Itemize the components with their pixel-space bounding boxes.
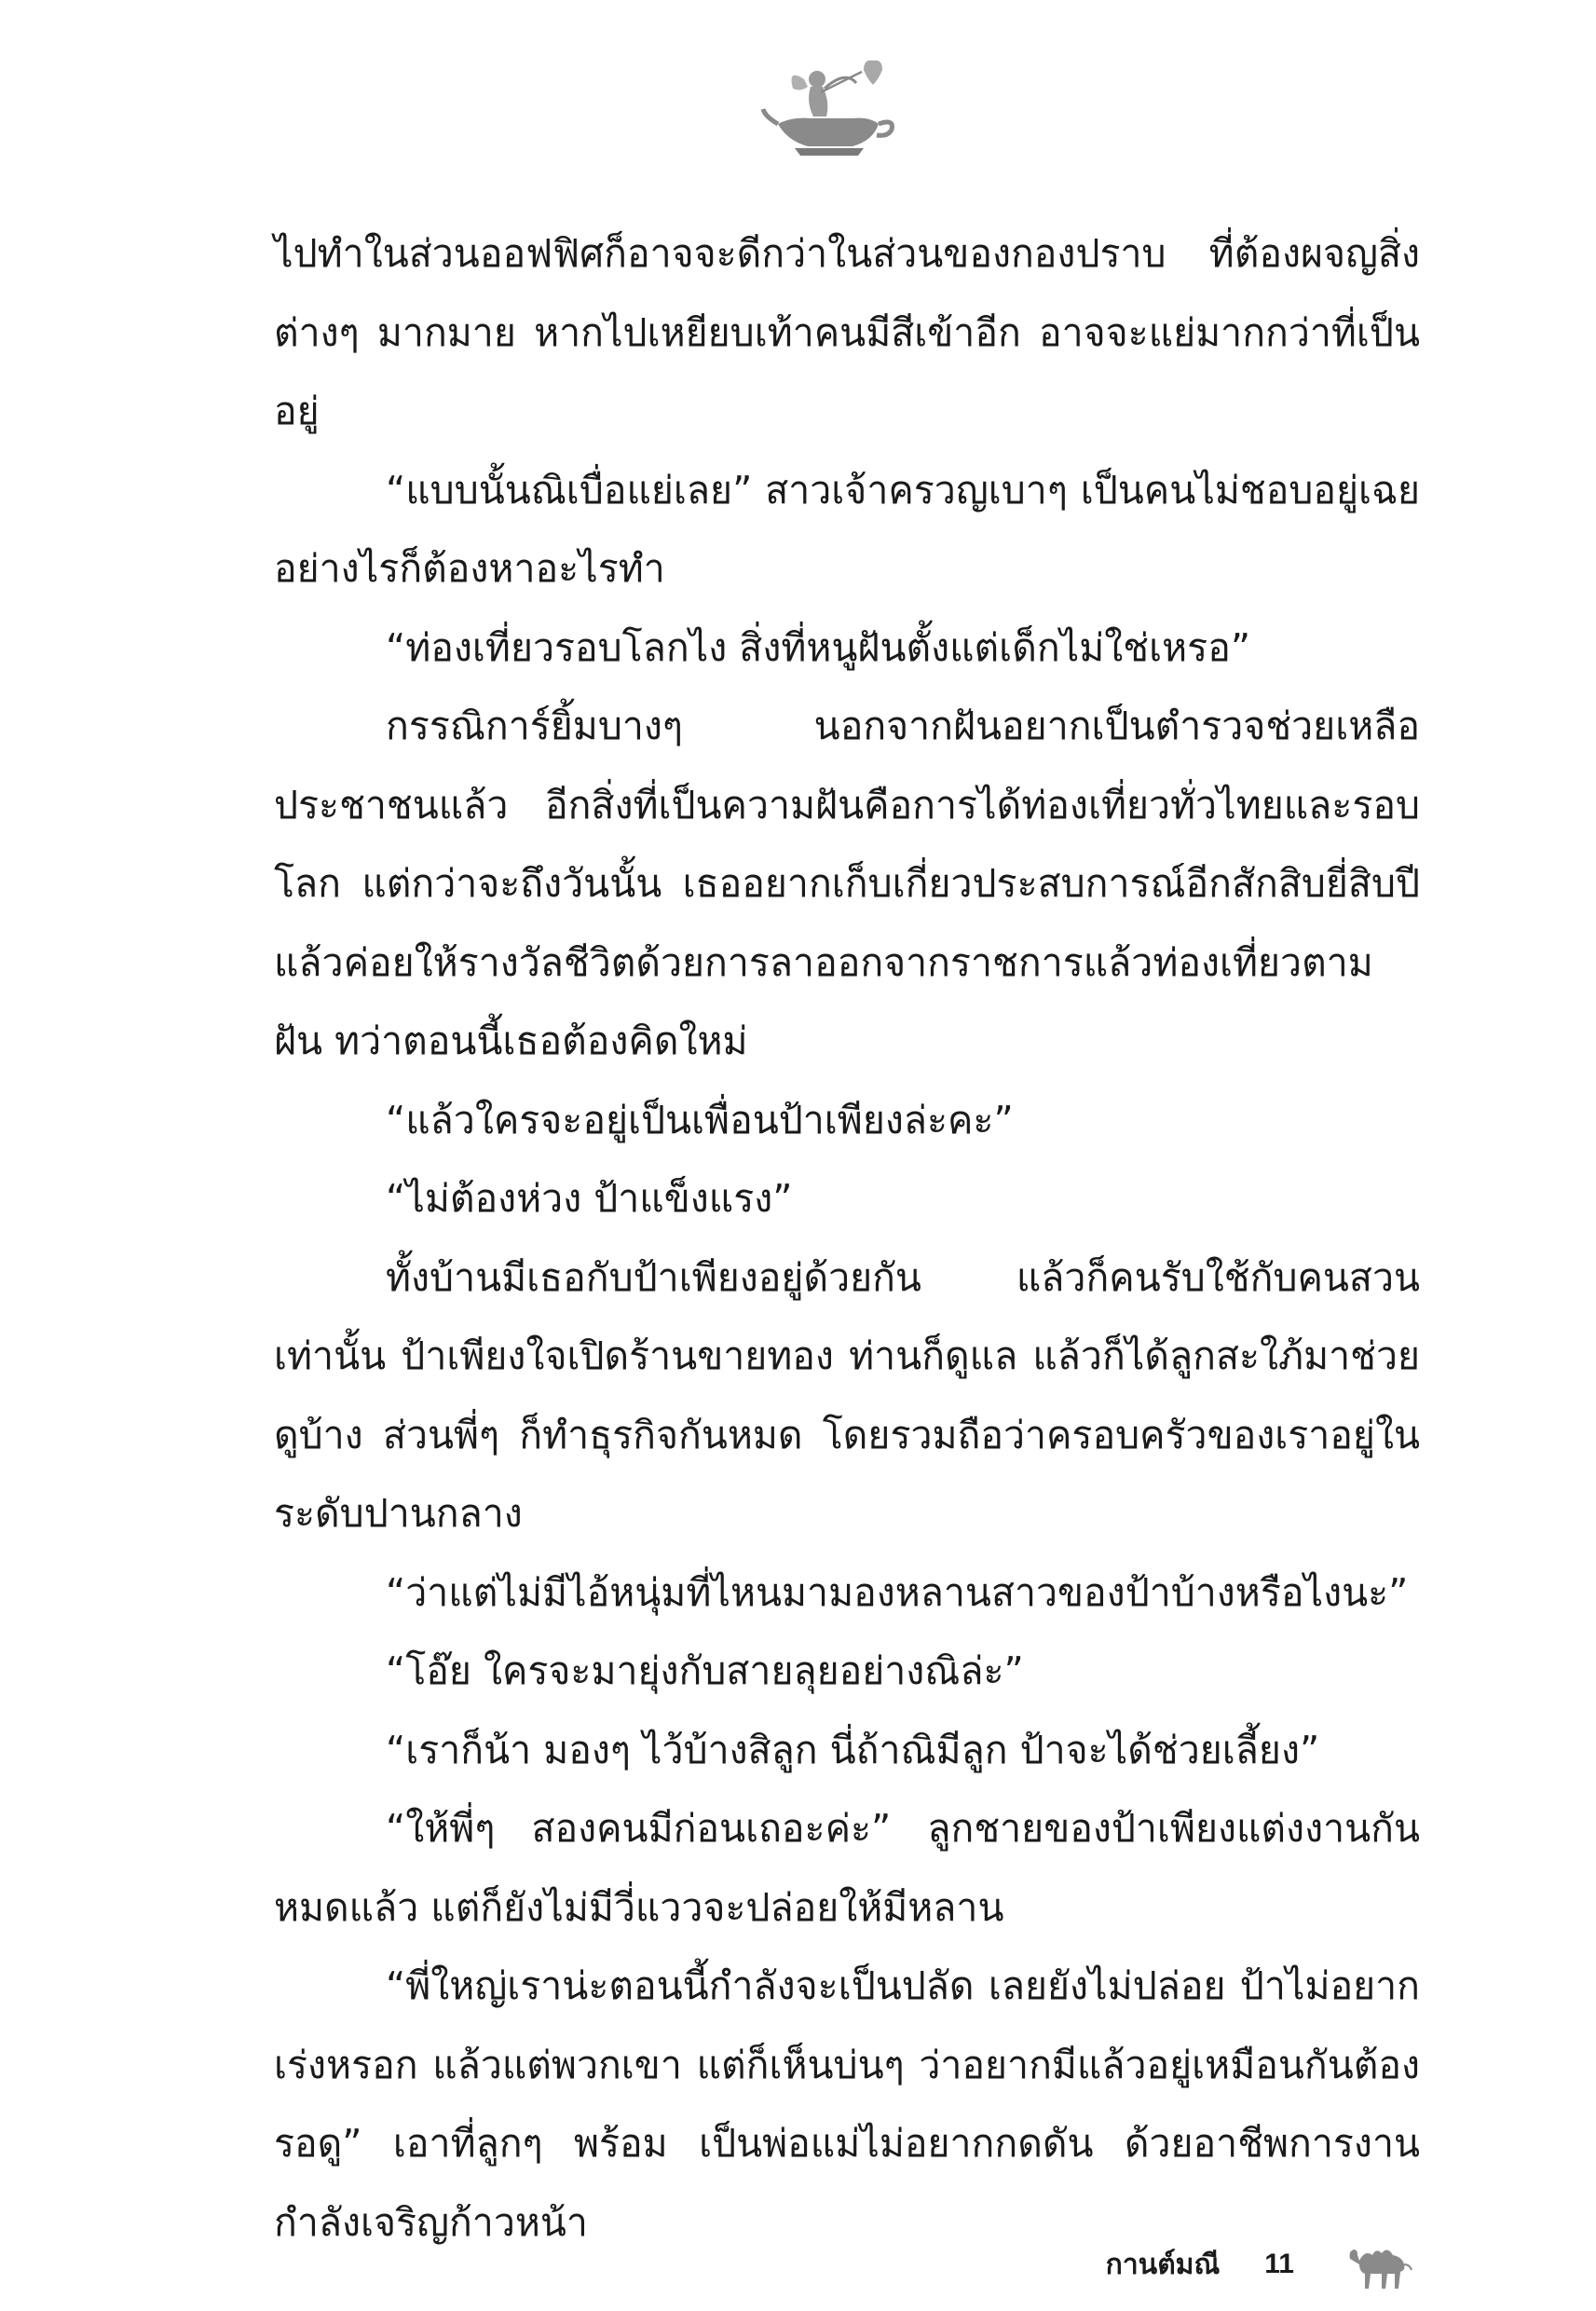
paragraph: กรรณิการ์ยิ้มบางๆ นอกจากฝันอยากเป็นตำรวจช่วยเหลือประชาชนแล้ว อีกสิ่งที่เป็นความฝันคือการได้ท่องเที่ยวทั่วไทยและรอบโลก แต่กว่าจะถึงวันนั้น เธออยากเก็บเกี่ยวประสบการณ์อีกสักสิบยี่สิบปี แล้วค่อยให้รางวัลชีวิตด้วยการลาออกจากราชการแล้วท่องเที่ยวตามฝัน ทว่าตอนนี้เธอต้องคิดใหม่ xyxy=(274,704,1420,1063)
paragraph: “แบบนั้นณิเบื่อแย่เลย” สาวเจ้าครวญเบาๆ เป็นคนไม่ชอบอยู่เฉย อย่างไรก็ต้องหาอะไรทำ xyxy=(274,467,1420,591)
paragraph: “แล้วใครจะอยู่เป็นเพื่อนป้าเพียงล่ะคะ” xyxy=(386,1097,1014,1142)
paragraph: “โอ๊ย ใครจะมายุ่งกับสายลุยอย่างณิล่ะ” xyxy=(386,1648,1024,1693)
book-title: กานต์มณี xyxy=(1105,2248,1221,2281)
paragraph: ไปทำในส่วนออฟฟิศก็อาจจะดีกว่าในส่วนของกองปราบ ที่ต้องผจญสิ่งต่างๆ มากมาย หากไปเหยียบเท้าคนมีสีเข้าอีก อาจจะแย่มากกว่าที่เป็นอยู่ xyxy=(274,231,1420,433)
cupid-teapot-ornament-icon xyxy=(759,51,899,163)
page-number: 11 xyxy=(1264,2249,1294,2279)
body-text xyxy=(274,214,1420,2262)
paragraph: “ท่องเที่ยวรอบโลกไง สิ่งที่หนูฝันตั้งแต่เด็กไม่ใช่เหรอ” xyxy=(386,624,1251,670)
paragraph: “พี่ใหญ่เราน่ะตอนนี้กำลังจะเป็นปลัด เลยยังไม่ปล่อย ป้าไม่อยากเร่งหรอก แล้วแต่พวกเขา แต่ก็เห็นบ่นๆ ว่าอยากมีแล้วอยู่เหมือนกันต้องรอดู” เอาที่ลูกๆ พร้อม เป็นพ่อแม่ไม่อยากกดดัน ด้วยอาชีพการงานกำลังเจริญก้าวหน้า xyxy=(274,1963,1420,2245)
paragraph: “เราก็น้า มองๆ ไว้บ้างสิลูก นี่ถ้าณิมีลูก ป้าจะได้ช่วยเลี้ยง” xyxy=(386,1727,1320,1772)
paragraph: “ไม่ต้องห่วง ป้าแข็งแรง” xyxy=(386,1176,793,1221)
paragraph: “ว่าแต่ไม่มีไอ้หนุ่มที่ไหนมามองหลานสาวของป้าบ้างหรือไงนะ” xyxy=(386,1569,1409,1615)
paragraph: ทั้งบ้านมีเธอกับป้าเพียงอยู่ด้วยกัน แล้วก็คนรับใช้กับคนสวนเท่านั้น ป้าเพียงใจเปิดร้านขายทอง ท่านก็ดูแล แล้วก็ได้ลูกสะใภ้มาช่วยดูบ้าง ส่วนพี่ๆ ก็ทำธุรกิจกันหมด โดยรวมถือว่าครอบครัวของเราอยู่ในระดับปานกลาง xyxy=(274,1254,1420,1536)
page-footer xyxy=(1106,2236,1419,2292)
camel-icon xyxy=(1344,2236,1419,2292)
paragraph: “ให้พี่ๆ สองคนมีก่อนเถอะค่ะ” ลูกชายของป้าเพียงแต่งงานกันหมดแล้ว แต่ก็ยังไม่มีวี่แววจะปล่อยให้มีหลาน xyxy=(274,1806,1420,1930)
